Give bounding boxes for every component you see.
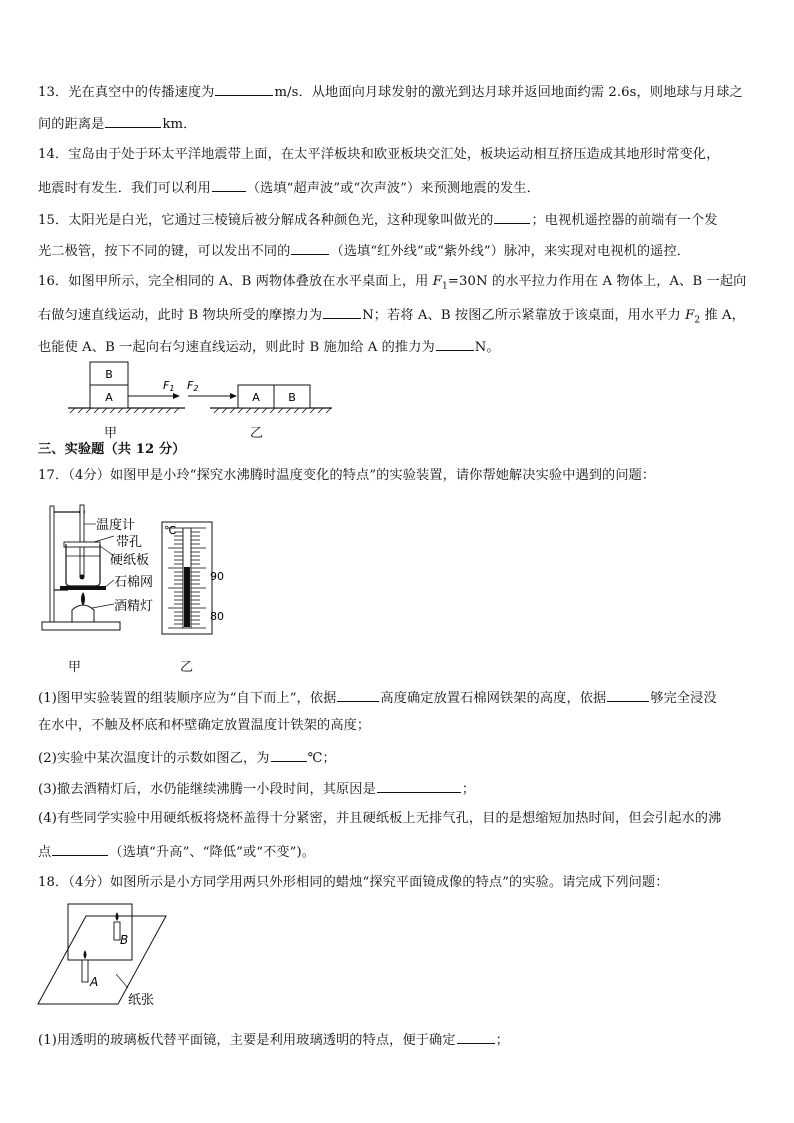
paper-label: 纸张 bbox=[128, 993, 155, 1008]
candle-a bbox=[82, 960, 88, 982]
force1-label: F1 bbox=[163, 379, 175, 393]
q16-blank-friction[interactable] bbox=[323, 305, 361, 319]
table-left-hatch bbox=[70, 408, 179, 413]
q15-blank-1[interactable] bbox=[494, 210, 530, 224]
q17-caption-right: 乙 bbox=[180, 660, 194, 675]
label-lamp: 酒精灯 bbox=[114, 599, 154, 614]
q13-line2: 间的距离是 km． bbox=[38, 114, 196, 134]
flame bbox=[81, 592, 85, 606]
scale-liquid bbox=[184, 567, 190, 627]
scale-unit: ℃ bbox=[164, 524, 177, 537]
candle-b-label: B bbox=[120, 933, 129, 947]
scale-label-90: 90 bbox=[210, 570, 224, 583]
q17-caption-left: 甲 bbox=[68, 660, 82, 675]
q16-line1: 16．如图甲所示，完全相同的 A、B 两物体叠放在水平桌面上，用 $F_1=30N$ 的水平拉力作用在 A 物体上，A、B 一起向 bbox=[38, 274, 747, 292]
q15-line1: 15．太阳光是白光，它通过三棱镜后被分解成各种颜色光，这种现象叫做光的 ；电视机遥控器的前端有一个发 bbox=[38, 210, 718, 230]
cardboard bbox=[64, 542, 100, 547]
thermometer bbox=[80, 505, 84, 577]
label-gauze: 石棉网 bbox=[114, 575, 154, 590]
q16-line2: 右做匀速直线运动，此时 B 物块所受的摩擦力为 N；若将 A、B 按图乙所示紧靠放于该桌面，用水平力 $F_2$ 推 A， bbox=[38, 305, 745, 330]
q17-apparatus-figure bbox=[38, 500, 158, 635]
q17-s2: (2)实验中某次温度计的示数如图乙，为 ℃； bbox=[38, 748, 336, 768]
block-b-side-label: B bbox=[288, 391, 296, 404]
q17-s3: (3)撤去酒精灯后，水仍能继续沸腾一小段时间，其原因是 ； bbox=[38, 779, 475, 799]
q13-blank-speed[interactable] bbox=[215, 82, 273, 96]
thermometer-bulb bbox=[80, 575, 85, 580]
q18-blank-1[interactable] bbox=[457, 1030, 495, 1044]
q13-blank-distance[interactable] bbox=[105, 114, 161, 128]
alcohol-lamp bbox=[72, 605, 94, 622]
q17-blank-3[interactable] bbox=[271, 748, 307, 762]
q17-blank-4[interactable] bbox=[377, 779, 461, 793]
q18-s1: (1)用透明的玻璃板代替平面镜，主要是利用玻璃透明的特点，便于确定 ； bbox=[38, 1030, 509, 1050]
q13-line1: 13．光在真空中的传播速度为 m/s．从地面向月球发射的激光到达月球并返回地面约需 2.6s，则地球与月球之 bbox=[38, 82, 743, 102]
q16-blank-push[interactable] bbox=[436, 337, 474, 351]
label-thermometer: 温度计 bbox=[96, 518, 136, 533]
q17-s4-line1: (4)有些同学实验中用硬纸板将烧杯盖得十分紧密，并且硬纸板上无排气孔，目的是想缩短加热时间，但会引起水的沸 bbox=[38, 811, 722, 826]
stand-base bbox=[42, 622, 120, 630]
candle-a-label: A bbox=[90, 975, 99, 989]
q14-line1: 14．宝岛由于处于环太平洋地震带上面，在太平洋板块和欧亚板块交汇处，板块运动相互挤压造成其地形时常变化， bbox=[38, 147, 720, 162]
q18-figure bbox=[36, 900, 171, 1012]
stand-pole bbox=[50, 506, 54, 622]
block-a-label: A bbox=[105, 391, 113, 404]
q17-intro: 17．（4分）如图甲是小玲“探究水沸腾时温度变化的特点”的实验装置，请你帮她解决实验中遇到的问题： bbox=[38, 468, 656, 483]
q14-line2: 地震时有发生．我们可以利用 （选填“超声波”或“次声波”）来预测地震的发生． bbox=[38, 178, 540, 198]
candle-b-flame bbox=[116, 912, 119, 921]
q16-caption-left: 甲 bbox=[104, 426, 118, 441]
force1-arrowhead bbox=[173, 393, 180, 399]
q18-intro: 18．（4分）如图所示是小方同学用两只外形相同的蜡烛“探究平面镜成像的特点”的实验。请完成下列问题： bbox=[38, 875, 669, 890]
candle-a-flame bbox=[84, 950, 87, 959]
q15-line2: 光二极管，按下不同的键，可以发出不同的 （选填“红外线”或“紫外线”）脉冲，来实现对电视机的遥控． bbox=[38, 241, 690, 261]
q17-thermometer-scale-figure bbox=[160, 520, 240, 636]
label-hole: 带孔 bbox=[116, 535, 143, 550]
section-3-title: 三、实验题（共 12 分） bbox=[38, 442, 186, 457]
q16-caption-right: 乙 bbox=[250, 426, 264, 441]
q17-blank-5[interactable] bbox=[52, 842, 108, 856]
q17-s1-line2: 在水中，不触及杯底和杯壁确定放置温度计铁架的高度； bbox=[38, 718, 371, 733]
q15-blank-2[interactable] bbox=[291, 241, 329, 255]
q14-blank[interactable] bbox=[212, 178, 246, 192]
block-a-side-label: A bbox=[252, 391, 260, 404]
q17-s1-line1: (1)图甲实验装置的组装顺序应为“自下而上”，依据 高度确定放置石棉网铁架的高度，依据 够完全浸没 bbox=[38, 688, 717, 708]
q17-s4-line2: 点 （选填“升高”、“降低”或“不变”)。 bbox=[38, 842, 315, 862]
block-b-label: B bbox=[105, 368, 113, 381]
table-right-hatch bbox=[214, 408, 331, 413]
force2-arrowhead bbox=[230, 393, 237, 399]
q16-line3: 也能使 A、B 一起向右匀速直线运动，则此时 B 施加给 A 的推力为 N。 bbox=[38, 337, 500, 357]
label-board: 硬纸板 bbox=[110, 553, 150, 568]
q17-blank-2[interactable] bbox=[607, 688, 649, 702]
q17-blank-1[interactable] bbox=[337, 688, 379, 702]
force2-label: F2 bbox=[187, 379, 199, 393]
scale-label-80: 80 bbox=[210, 610, 224, 623]
